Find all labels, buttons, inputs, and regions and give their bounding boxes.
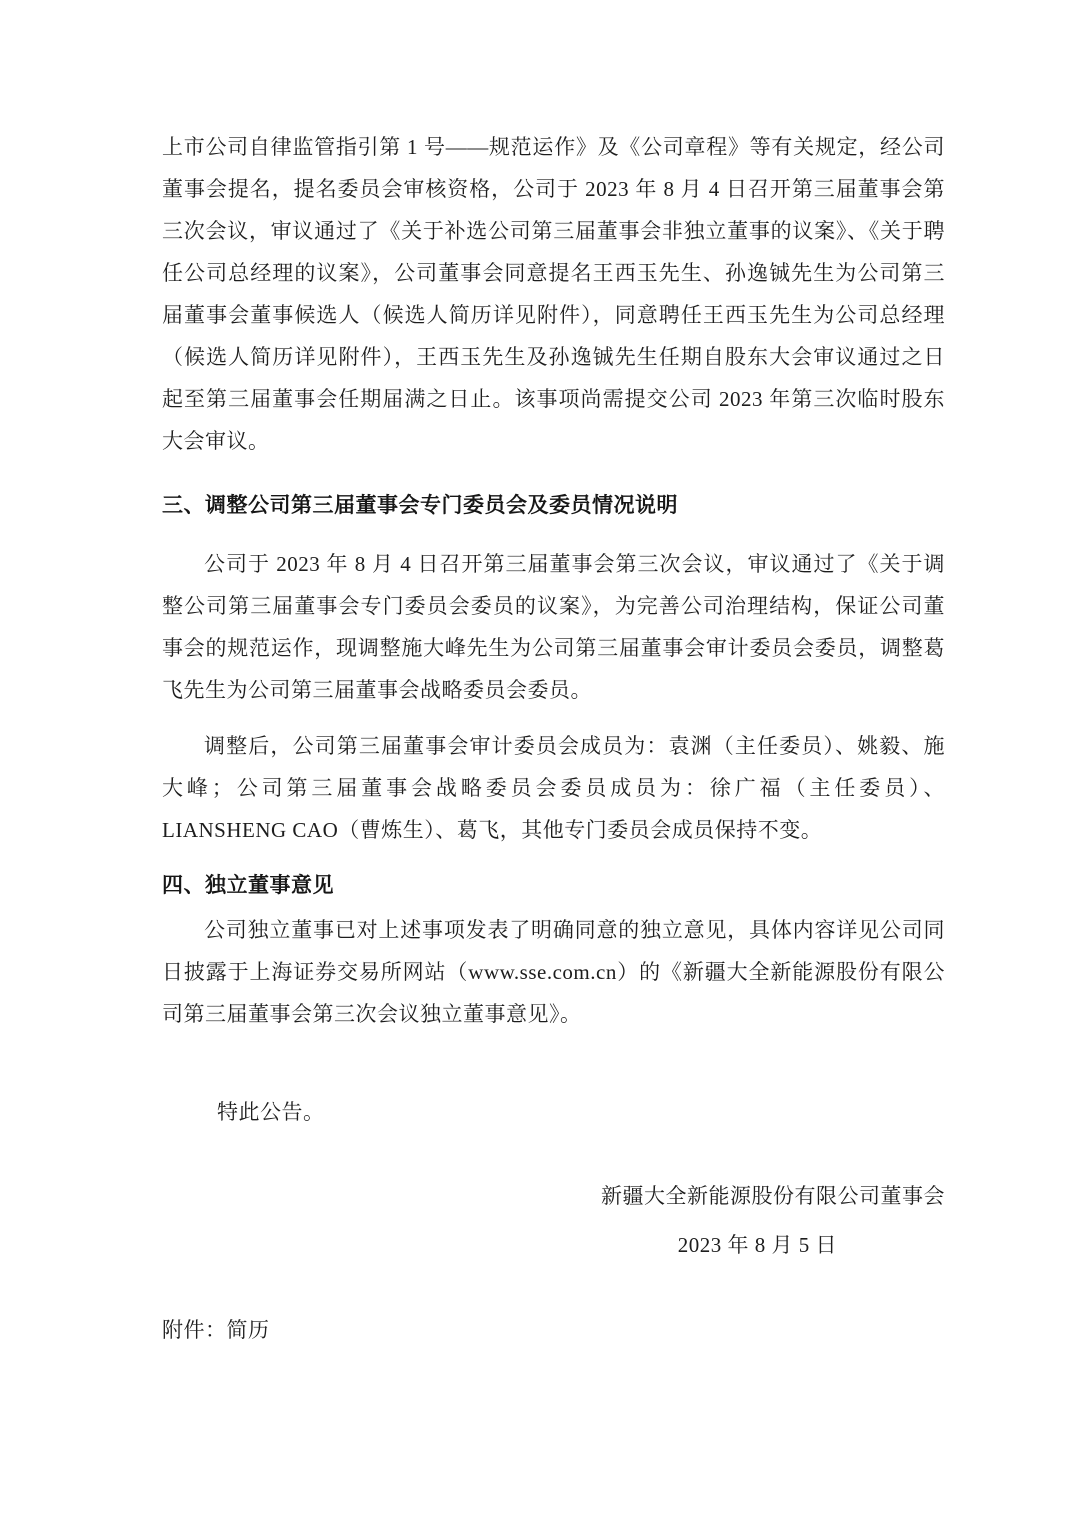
attachment-note: 附件：简历	[162, 1318, 270, 1342]
signature-date: 2023 年 8 月 5 日	[677, 1233, 837, 1257]
closing-notice: 特此公告。	[217, 1100, 325, 1124]
body-paragraph-continuation: 上市公司自律监管指引第 1 号——规范运作》及《公司章程》等有关规定，经公司董事会提名，提名委员会审核资格，公司于 2023 年 8 月 4 日召开第三届董事会第三次会议，审议通过了《关于补选公司第三届董事会非独立董事的议案》、《关于聘任公司总经理的议案》，公司董事会同意提名王西玉先生、孙逸铖先生为公司第三届董事会董事候选人（候选人简历详见附件），同意聘任王西玉先生为公司总经理（候选人简历详见附件），王西玉先生及孙逸铖先生任期自股东大会审议通过之日起至第三届董事会任期届满之日止。该事项尚需提交公司 2023 年第三次临时股东大会审议。	[162, 135, 945, 453]
section-heading-4: 四、独立董事意见	[162, 874, 334, 897]
document-content	[162, 0, 945, 1351]
section-heading-3: 三、调整公司第三届董事会专门委员会及委员情况说明	[162, 494, 678, 517]
section-3-paragraph-2: 调整后，公司第三届董事会审计委员会成员为：袁渊（主任委员）、姚毅、施大峰；公司第三届董事会战略委员会委员成员为：徐广福（主任委员）、LIANSHENG CAO（曹炼生）、葛飞，其他专门委员会成员保持不变。	[162, 734, 945, 842]
signature-company: 新疆大全新能源股份有限公司董事会	[601, 1184, 945, 1208]
section-4-paragraph: 公司独立董事已对上述事项发表了明确同意的独立意见，具体内容详见公司同日披露于上海证券交易所网站（www.sse.com.cn）的《新疆大全新能源股份有限公司第三届董事会第三次会议独立董事意见》。	[162, 918, 945, 1026]
section-3-paragraph-1: 公司于 2023 年 8 月 4 日召开第三届董事会第三次会议，审议通过了《关于调整公司第三届董事会专门委员会委员的议案》，为完善公司治理结构，保证公司董事会的规范运作，现调整施大峰先生为公司第三届董事会审计委员会委员，调整葛飞先生为公司第三届董事会战略委员会委员。	[162, 552, 945, 702]
